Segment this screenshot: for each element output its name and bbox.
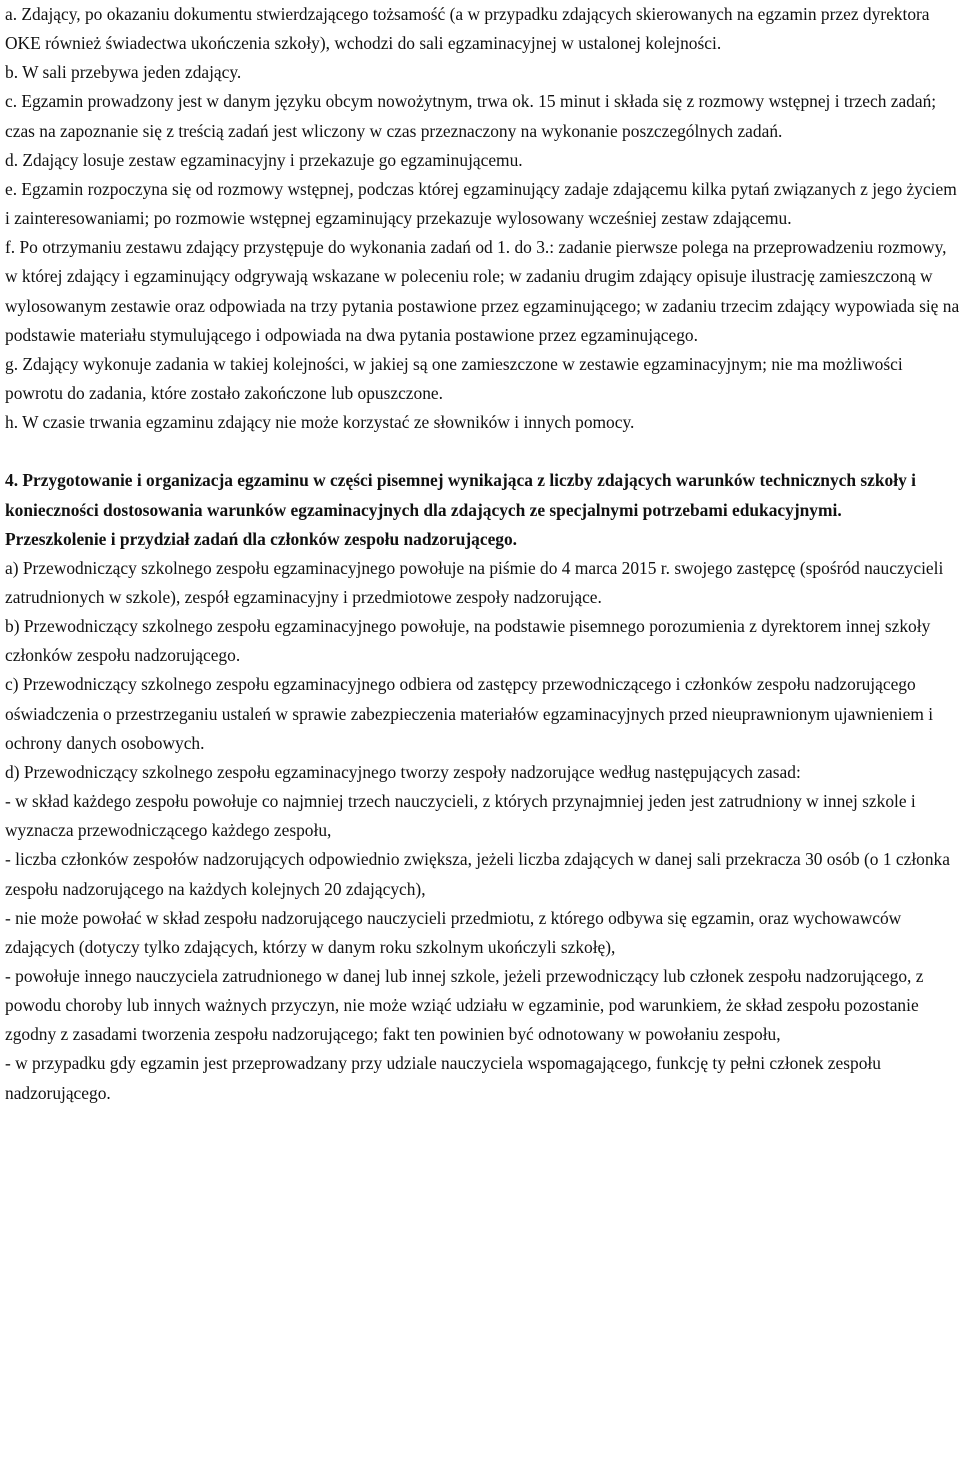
section-4-paragraph-c: c) Przewodniczący szkolnego zespołu egzaminacyjnego odbiera od zastępcy przewodniczącego i członków zespołu nadzorującego oświadczenia o przestrzeganiu ustaleń w sprawie zabezpieczenia materiałów egzaminacyjnych przed nieuprawnionym ujawnieniem i ochrony danych osobowych. (5, 674, 934, 753)
oral-exam-instructions (5, 0, 960, 437)
instruction-item-a: a. Zdający, po okazaniu dokumentu stwierdzającego tożsamość (a w przypadku zdających skierowanych na egzamin przez dyrektora OKE również świadectwa ukończenia szkoły), wchodzi do sali egzaminacyjnej w ustalonej kolejności. (5, 4, 930, 54)
section-4-paragraph-d: d) Przewodniczący szkolnego zespołu egzaminacyjnego tworzy zespoły nadzorujące według następujących zasad: (5, 761, 801, 782)
rule-item-5: - w przypadku gdy egzamin jest przeprowadzany przy udziale nauczyciela wspomagającego, funkcję ty pełni członek zespołu nadzorującego. (5, 1053, 881, 1103)
instruction-item-b: b. W sali przebywa jeden zdający. (5, 62, 242, 83)
section-4-heading: 4. Przygotowanie i organizacja egzaminu w części pisemnej wynikająca z liczby zdających warunków technicznych szkoły i konieczności dostosowania warunków egzaminacyjnych dla zdających ze specjalnymi potrzebami edukacyjnymi. (5, 470, 916, 520)
rule-item-3: - nie może powołać w skład zespołu nadzorującego nauczycieli przedmiotu, z którego odbywa się egzamin, oraz wychowawców zdających (dotyczy tylko zdających, którzy w danym roku szkolnym ukończyli szkołę), (5, 907, 902, 957)
instruction-item-g: g. Zdający wykonuje zadania w takiej kolejności, w jakiej są one zamieszczone w zestawie egzaminacyjnym; nie ma możliwości powrotu do zadania, które zostało zakończone lub opuszczone. (5, 353, 903, 404)
section-4-subheading: Przeszkolenie i przydział zadań dla członków zespołu nadzorującego. (5, 528, 518, 549)
document-page (5, 0, 960, 1108)
instruction-item-e: e. Egzamin rozpoczyna się od rozmowy wstępnej, podczas której egzaminujący zadaje zdającemu kilka pytań związanych z jego życiem i zainteresowaniami; po rozmowie wstępnej egzaminujący przekazuje wylosowany wcześniej zestaw zdającemu. (5, 178, 957, 229)
instruction-item-f: f. Po otrzymaniu zestawu zdający przystępuje do wykonania zadań od 1. do 3.: zadanie pierwsze polega na przeprowadzeniu rozmowy, w której zdający i egzaminujący odgrywają wskazane w poleceniu role; w zadaniu drugim zdający opisuje ilustrację zamieszczoną w wylosowanym zestawie oraz odpowiada na trzy pytania postawione przez egzaminującego; w zadaniu trzecim zdający wypowiada się na podstawie materiału stymulującego i odpowiada na dwa pytania postawione przez egzaminującego. (5, 237, 960, 345)
rule-item-2: - liczba członków zespołów nadzorujących odpowiednio zwiększa, jeżeli liczba zdających w danej sali przekracza 30 osób (o 1 członka zespołu nadzorującego na każdych kolejnych 20 zdających), (5, 849, 950, 899)
rule-item-1: - w skład każdego zespołu powołuje co najmniej trzech nauczycieli, z których przynajmniej jeden jest zatrudniony w innej szkole i wyznacza przewodniczącego każdego zespołu, (5, 791, 916, 841)
instruction-item-h: h. W czasie trwania egzaminu zdający nie może korzystać ze słowników i innych pomocy. (5, 412, 635, 433)
section-4 (5, 466, 960, 1107)
section-4-paragraph-b: b) Przewodniczący szkolnego zespołu egzaminacyjnego powołuje, na podstawie pisemnego porozumienia z dyrektorem innej szkoły członków zespołu nadzorującego. (5, 616, 931, 666)
instruction-item-d: d. Zdający losuje zestaw egzaminacyjny i przekazuje go egzaminującemu. (5, 149, 523, 170)
rule-item-4: - powołuje innego nauczyciela zatrudnionego w danej lub innej szkole, jeżeli przewodniczący lub członek zespołu nadzorującego, z powodu choroby lub innych ważnych przyczyn, nie może wziąć udziału w egzaminie, pod warunkiem, że skład zespołu pozostanie zgodny z zasadami tworzenia zespołu nadzorującego; fakt ten powinien być odnotowany w powołaniu zespołu, (5, 966, 924, 1045)
section-gap (5, 437, 960, 466)
instruction-item-c: c. Egzamin prowadzony jest w danym języku obcym nowożytnym, trwa ok. 15 minut i składa się z rozmowy wstępnej i trzech zadań; czas na zapoznanie się z treścią zadań jest wliczony w czas przeznaczony na wykonanie poszczególnych zadań. (5, 91, 937, 141)
section-4-paragraph-a: a) Przewodniczący szkolnego zespołu egzaminacyjnego powołuje na piśmie do 4 marca 2015 r. swojego zastępcę (spośród nauczycieli zatrudnionych w szkole), zespół egzaminacyjny i przedmiotowe zespoły nadzorujące. (5, 557, 944, 607)
